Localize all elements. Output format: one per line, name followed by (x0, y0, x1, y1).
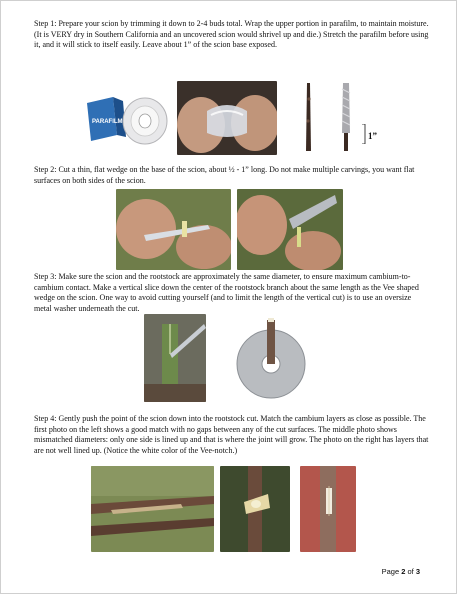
footer-current-page: 2 (401, 567, 406, 576)
misaligned-layers-photo (300, 466, 356, 552)
footer-separator: of (405, 567, 416, 576)
parafilm-roll-photo (83, 83, 170, 149)
step-1-text: Step 1: Prepare your scion by trimming it down to 2-4 buds total. Wrap the upper portion in parafilm, to maintain moisture. (It is VERY dry in Southern California and an uncovered scion would shrivel up and die.) Stretch the parafilm before using it, and it will stick to itself easily. Leave about 1” of the scion base exposed. (34, 19, 429, 49)
metal-washer-photo (229, 314, 314, 402)
step-4-text: Step 4: Gently push the point of the scion down into the rootstock cut. Match the cambium layers as close as possible. The first photo on the left shows a good match with no gaps between any of the cut surfaces. The middle photo shows mismatched diameters: only one side is lined up and that is where the joint will grow. The photo on the right has layers that are not well lined up. (Notice the white color of the Vee-notch.) (34, 414, 429, 455)
rootstock-split-photo (144, 314, 206, 402)
one-inch-label: 1” (368, 131, 377, 141)
bare-scion-photo (298, 81, 318, 153)
parafilm-box-label: PARAFILM (92, 119, 123, 125)
one-inch-bracket (361, 124, 367, 144)
step-2-text: Step 2: Cut a thin, flat wedge on the base of the scion, about ½ - 1” long. Do not make multiple carvings, you want flat surfaces on both sides of the scion. (34, 165, 415, 185)
page-footer (382, 567, 420, 576)
mismatched-diameter-photo (220, 466, 290, 552)
footer-total-pages: 3 (415, 567, 420, 576)
step-3-text: Step 3: Make sure the scion and the rootstock are approximately the same diameter, to ensure maximum cambium-to-cambium contact. Make a vertical slice down the center of the rootstock branch about the same length as the Vee shaped wedge on the scion. One way to avoid cutting yourself (and to limit the length of the vertical cut) is to use an oversize metal washer underneath the cut. (34, 272, 419, 313)
good-match-graft-photo (91, 466, 214, 552)
wrapped-scion-photo (335, 81, 357, 153)
footer-prefix: Page (381, 567, 402, 576)
carving-wedge-photo-2 (237, 189, 343, 270)
carving-wedge-photo-1 (116, 189, 231, 270)
stretching-parafilm-photo (177, 81, 277, 155)
